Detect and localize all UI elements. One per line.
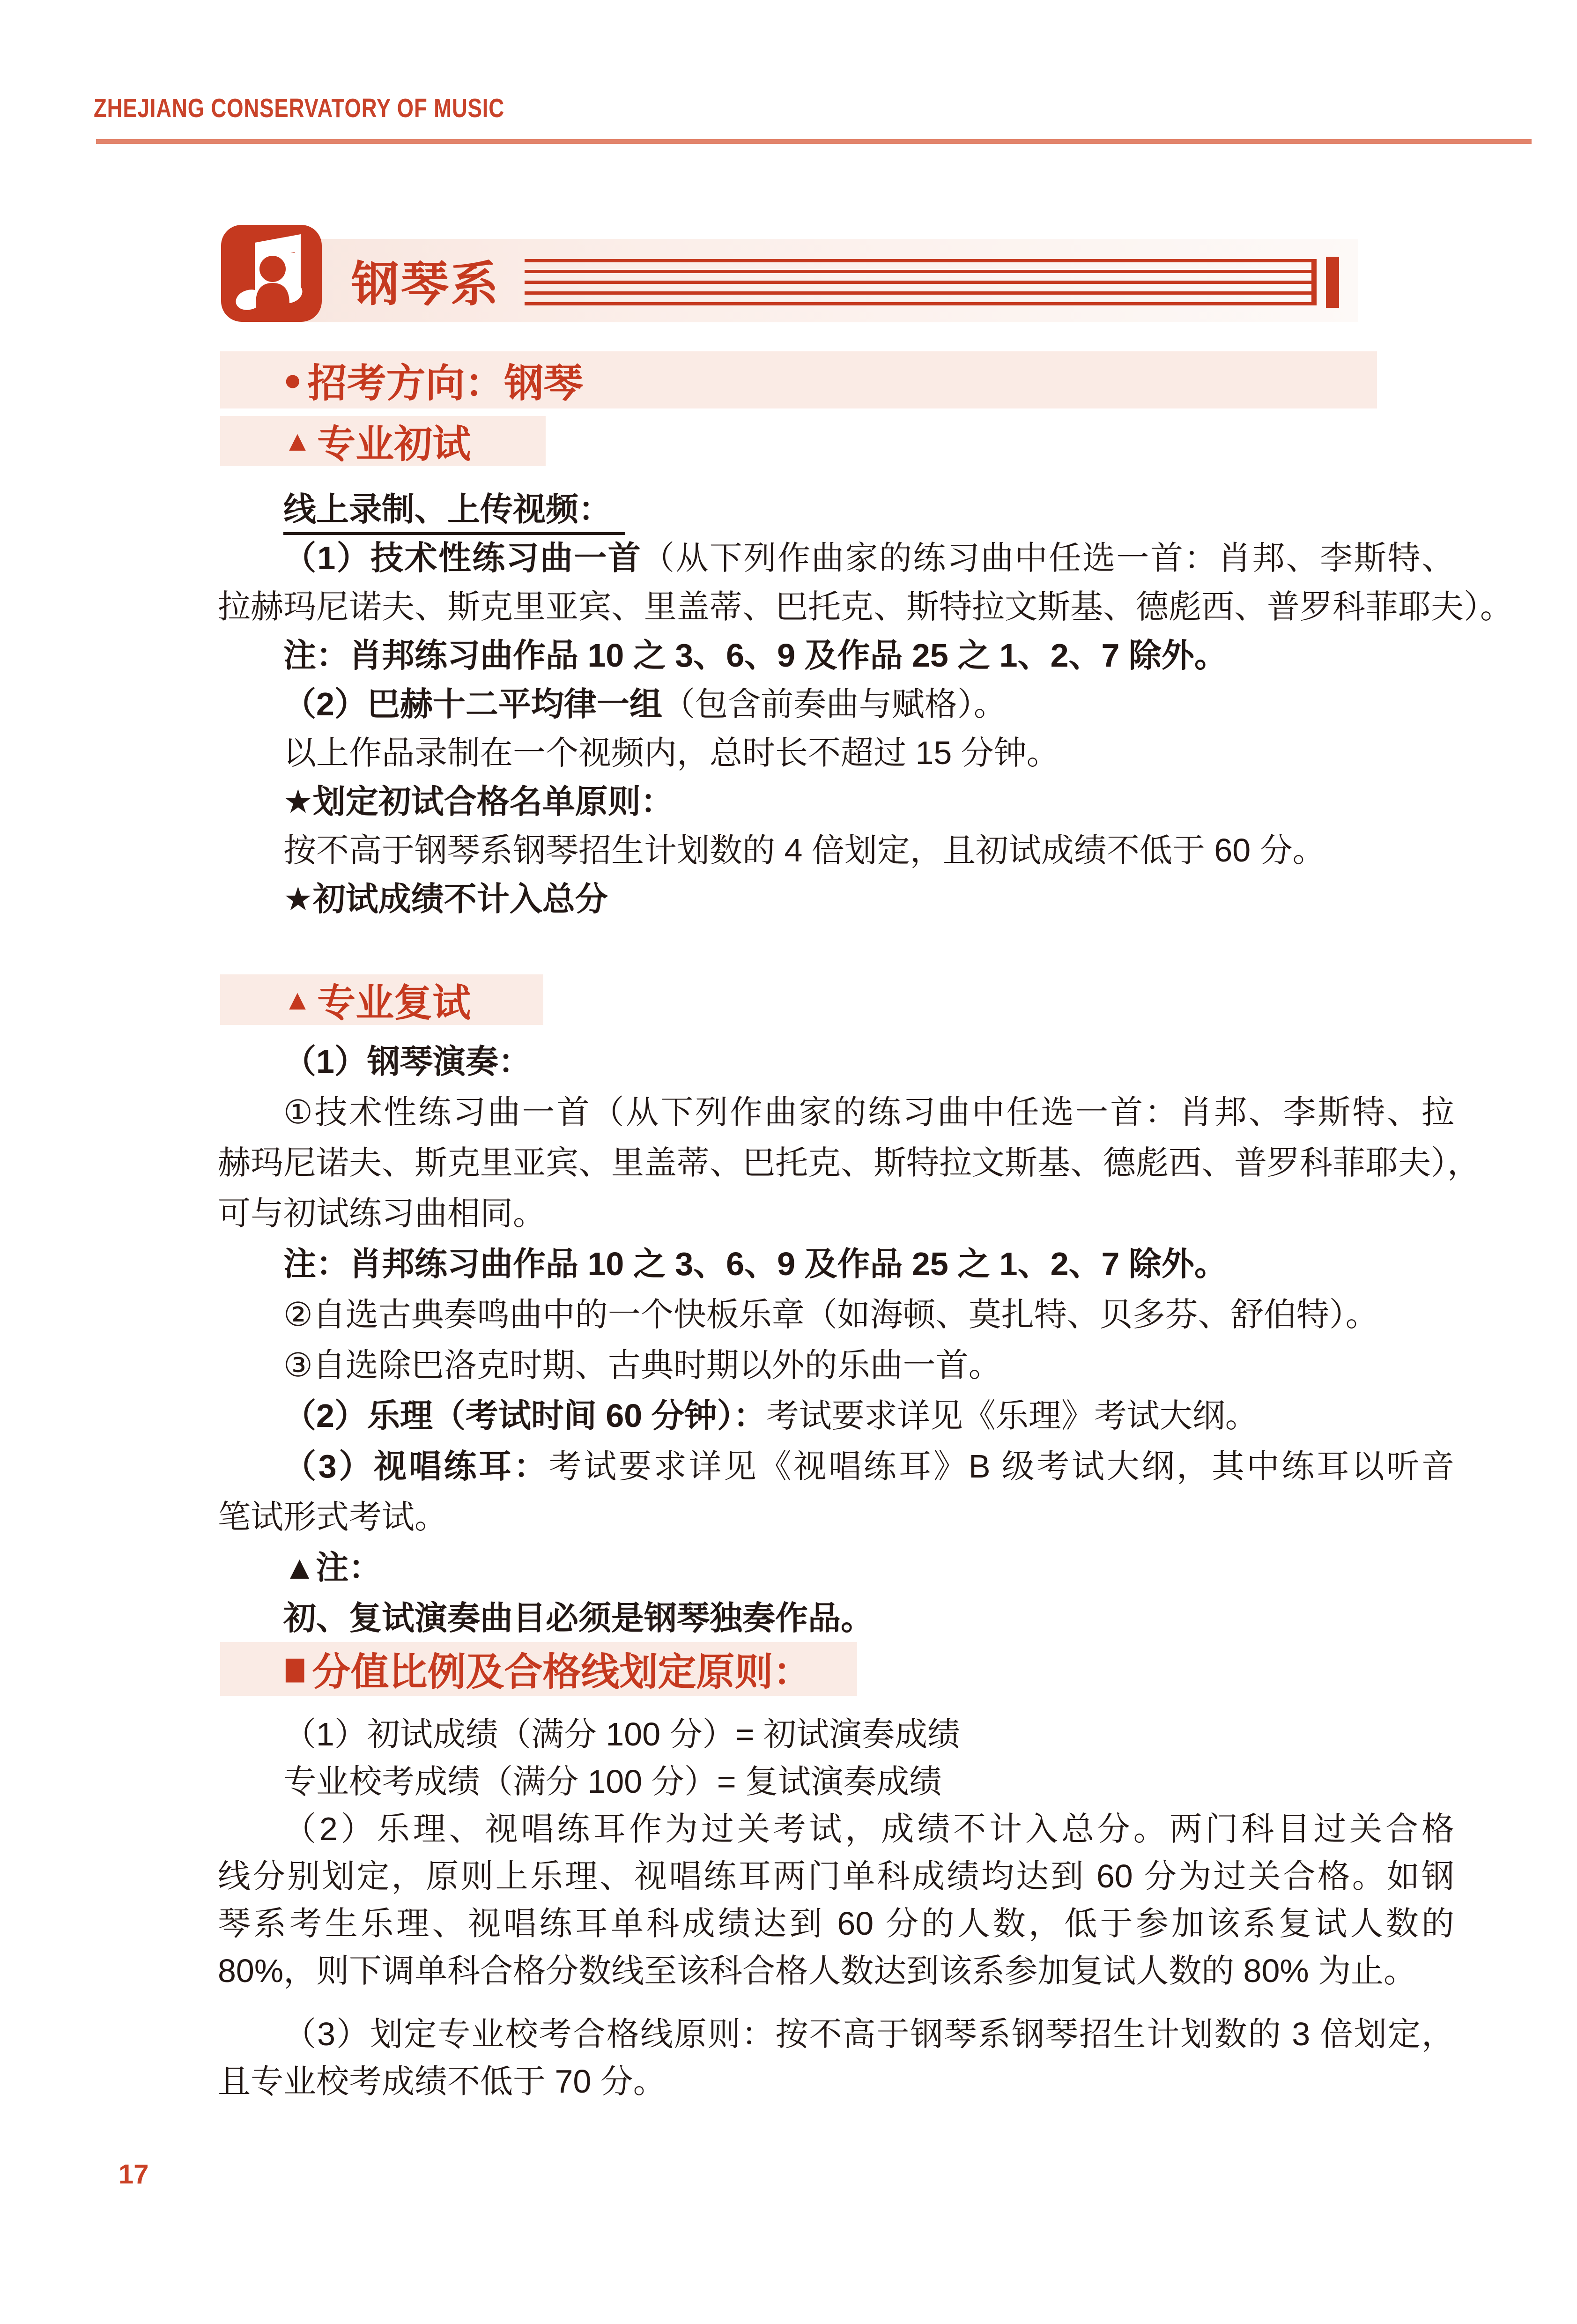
heading-direction-label: 招考方向：钢琴 xyxy=(307,361,583,405)
text-line xyxy=(218,485,1454,534)
text-segment: 且专业校考成绩不低于 70 分。 xyxy=(218,2063,666,2100)
staff-end-thick-bar xyxy=(1326,257,1339,308)
heading-final-exam xyxy=(220,974,543,1025)
text-segment: 考试要求详见《视唱练耳》B 级考试大纲，其中练耳以听音 xyxy=(548,1448,1455,1485)
text-segment: 线上录制、上传视频： xyxy=(283,491,625,535)
text-segment: （2）乐理（考试时间 60 分钟）： xyxy=(283,1397,766,1434)
text-segment: 80%，则下调单科合格分数线至该科合格人数达到该系参加复试人数的 80% 为止。 xyxy=(218,1953,1417,1989)
text-segment: 线分别划定，原则上乐理、视唱练耳两门单科成绩均达到 60 分为过关合格。如钢 xyxy=(218,1858,1454,1894)
text-segment: ★初试成绩不计入总分 xyxy=(283,881,608,917)
text-segment: 琴系考生乐理、视唱练耳单科成绩达到 60 分的人数，低于参加该系复试人数的 xyxy=(218,1905,1454,1942)
text-line xyxy=(218,1947,1454,1995)
text-line xyxy=(218,1289,1454,1340)
heading-preliminary-label: 专业初试 xyxy=(317,423,471,466)
text-segment: （包含前奏曲与赋格）。 xyxy=(662,686,1007,722)
text-line xyxy=(218,777,1454,826)
page-number: 17 xyxy=(118,2159,149,2190)
text-line xyxy=(218,875,1454,923)
triangle-marker-icon: ▲ xyxy=(283,983,312,1016)
text-line xyxy=(218,1239,1454,1289)
text-segment: （从下列作曲家的练习曲中任选一首：肖邦、李斯特、 xyxy=(642,540,1454,576)
text-segment: 注：肖邦练习曲作品 10 之 3、6、9 及作品 25 之 1、2、7 除外。 xyxy=(283,637,1227,674)
institution-name: ZHEJIANG CONSERVATORY OF MUSIC xyxy=(94,93,504,123)
text-line xyxy=(218,1805,1454,1853)
text-line xyxy=(218,1340,1454,1390)
text-segment: （3）划定专业校考合格线原则：按不高于钢琴系钢琴招生计划数的 3 倍划定， xyxy=(283,2016,1454,2052)
text-segment: （2）乐理、视唱练耳作为过关考试，成绩不计入总分。两门科目过关合格 xyxy=(283,1811,1454,1847)
text-line xyxy=(218,1900,1454,1947)
text-line xyxy=(218,1542,1454,1593)
text-line xyxy=(218,728,1454,777)
text-line xyxy=(218,1188,1454,1239)
square-marker-icon: ■ xyxy=(283,1641,307,1696)
text-line xyxy=(218,680,1454,728)
text-line xyxy=(218,826,1454,875)
text-segment: ▲注： xyxy=(283,1549,382,1586)
text-segment: 按不高于钢琴系钢琴招生计划数的 4 倍划定，且初试成绩不低于 60 分。 xyxy=(283,832,1325,869)
text-segment: （1）初试成绩（满分 100 分）= 初试演奏成绩 xyxy=(283,1716,960,1752)
text-line xyxy=(218,1390,1454,1441)
text-segment: ③自选除巴洛克时期、古典时期以外的乐曲一首。 xyxy=(283,1347,1001,1383)
text-line xyxy=(218,1087,1454,1137)
text-segment: ①技术性练习曲一首（从下列作曲家的练习曲中任选一首：肖邦、李斯特、拉 xyxy=(283,1094,1454,1130)
text-line xyxy=(218,2011,1454,2058)
text-line xyxy=(218,1758,1454,1805)
text-line xyxy=(218,1137,1480,1188)
heading-preliminary-exam xyxy=(220,416,546,466)
scoring-rules xyxy=(218,1711,1454,2105)
text-segment: （2）巴赫十二平均律一组 xyxy=(283,686,662,722)
preliminary-requirements xyxy=(218,485,1513,923)
department-title: 钢琴系 xyxy=(351,258,500,311)
text-segment: 笔试形式考试。 xyxy=(218,1499,447,1535)
header-divider xyxy=(96,139,1532,144)
text-line xyxy=(218,2058,1454,2105)
text-segment: ②自选古典奏鸣曲中的一个快板乐章（如海顿、莫扎特、贝多芬、舒伯特）。 xyxy=(283,1296,1378,1333)
text-segment: 赫玛尼诺夫、斯克里亚宾、里盖蒂、巴托克、斯特拉文斯基、德彪西、普罗科菲耶夫）， xyxy=(218,1144,1480,1181)
music-notes-icon xyxy=(221,225,322,322)
text-line xyxy=(218,582,1513,631)
final-requirements xyxy=(218,1036,1480,1643)
text-line xyxy=(218,1711,1454,1758)
text-segment: （3）视唱练耳： xyxy=(283,1448,549,1485)
text-segment: 可与初试练习曲相同。 xyxy=(218,1195,546,1232)
text-line xyxy=(218,631,1454,680)
text-segment: （1）钢琴演奏： xyxy=(283,1043,531,1080)
text-segment: 初、复试演奏曲目必须是钢琴独奏作品。 xyxy=(283,1600,874,1636)
text-segment: 考试要求详见《乐理》考试大纲。 xyxy=(766,1397,1258,1434)
text-line xyxy=(218,534,1454,582)
text-line xyxy=(218,1593,1454,1643)
heading-direction xyxy=(220,351,1377,408)
circle-bullet-icon: ● xyxy=(283,363,302,397)
text-line xyxy=(218,1036,1454,1087)
text-line xyxy=(218,1441,1454,1492)
text-segment: 以上作品录制在一个视频内，总时长不超过 15 分钟。 xyxy=(283,735,1059,771)
heading-scoring-label: 分值比例及合格线划定原则： xyxy=(312,1651,812,1693)
staff-end-thin-bar xyxy=(1311,259,1317,305)
text-line xyxy=(218,1492,1454,1542)
text-segment: 注：肖邦练习曲作品 10 之 3、6、9 及作品 25 之 1、2、7 除外。 xyxy=(283,1246,1227,1282)
heading-final-label: 专业复试 xyxy=(317,981,471,1025)
triangle-marker-icon: ▲ xyxy=(283,425,312,457)
text-segment: 专业校考成绩（满分 100 分）= 复试演奏成绩 xyxy=(283,1763,942,1800)
text-segment: 拉赫玛尼诺夫、斯克里亚宾、里盖蒂、巴托克、斯特拉文斯基、德彪西、普罗科菲耶夫）。 xyxy=(218,588,1513,625)
text-segment: （1）技术性练习曲一首 xyxy=(283,540,642,576)
staff-lines xyxy=(525,259,1316,305)
text-line xyxy=(218,1853,1454,1900)
heading-scoring-rules xyxy=(220,1642,857,1696)
text-segment: ★划定初试合格名单原则： xyxy=(283,783,674,820)
